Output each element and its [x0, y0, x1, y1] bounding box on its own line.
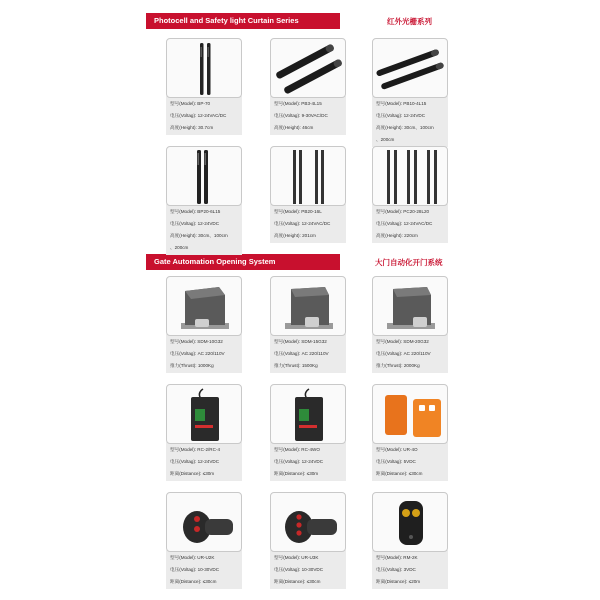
spec-line: 型号(Model): SDM-10G32	[170, 339, 223, 344]
spec-line: 型号(Model): UR-U2K	[170, 555, 215, 560]
receiver-box-icon	[166, 384, 242, 444]
spec-line: 电压(Voltag): 12-24VAC/DC	[274, 221, 331, 226]
product-card[interactable]	[372, 146, 448, 243]
spec-line: 电压(Voltag): AC 220/110V	[274, 351, 329, 356]
product-card[interactable]	[270, 146, 346, 243]
section-title: Photocell and Safety light Curtain Series	[146, 13, 340, 29]
spec-line: 距离(Distance): ≤20m	[376, 579, 421, 584]
product-card[interactable]	[372, 384, 448, 481]
photocell-pair-icon	[166, 146, 242, 206]
spec-line: 电压(Voltag): 5VDC	[376, 459, 416, 464]
car-charger-remote-icon	[166, 492, 242, 552]
spec-line: 高度(Height): 220cm	[376, 233, 418, 238]
spec-line: 电压(Voltag): AC 220/110V	[170, 351, 225, 356]
spec-line: 电压(Voltag): AC 220/110V	[376, 351, 431, 356]
product-card[interactable]	[166, 38, 242, 135]
product-card[interactable]	[372, 38, 448, 147]
car-charger-remote-icon	[270, 492, 346, 552]
spec-line: 电压(Voltag): 12-24VDC	[274, 459, 324, 464]
product-card[interactable]	[166, 146, 242, 255]
spec-line: 型号(Model): PB10-4L15	[376, 101, 427, 106]
photocell-pair-icon	[166, 38, 242, 98]
spec-line: 型号(Model): UR-4O	[376, 447, 418, 452]
product-card[interactable]	[270, 276, 346, 373]
spec-line: 电压(Voltag): 12-24VAC/DC	[170, 113, 227, 118]
spec-line: 距离(Distance): ≤30cm	[170, 579, 217, 584]
spec-line: 型号(Model): UR-U3K	[274, 555, 319, 560]
spec-line: 推力(Thrust): 1000Kg	[170, 363, 214, 368]
spec-line: 推力(Thrust): 1500Kg	[274, 363, 318, 368]
light-curtain-icon	[372, 38, 448, 98]
spec-line: 型号(Model): BP-70	[170, 101, 211, 106]
spec-line: 型号(Model): RM-2K	[376, 555, 418, 560]
spec-line: 型号(Model): RC-2/RC-4	[170, 447, 221, 452]
light-curtain-columns-icon	[270, 146, 346, 206]
spec-line: 电压(Voltag): 12-24VDC	[170, 221, 220, 226]
gate-motor-icon	[166, 276, 242, 336]
light-curtain-columns-icon	[372, 146, 448, 206]
spec-line: 电压(Voltag): 10-30VDC	[170, 567, 220, 572]
product-card[interactable]	[270, 38, 346, 135]
spec-line: 电压(Voltag): 3VDC	[376, 567, 416, 572]
section-title-cn: 红外光栅系列	[387, 17, 432, 26]
product-card[interactable]	[372, 492, 448, 589]
spec-line: 电压(Voltag): 9-30VAC/DC	[274, 113, 328, 118]
spec-line: 高度(Height): 30cm、100cm	[376, 125, 434, 130]
gate-motor-icon	[270, 276, 346, 336]
product-card[interactable]	[166, 492, 242, 589]
spec-line: 型号(Model): PB3-4L15	[274, 101, 322, 106]
spec-line: 高度(Height): 30cm、100cm	[170, 233, 228, 238]
spec-line: 型号(Model): SDM-15G32	[274, 339, 327, 344]
spec-line: 型号(Model): SDM-20G32	[376, 339, 429, 344]
key-fob-remote-icon	[372, 492, 448, 552]
spec-line: 、200cm	[376, 137, 395, 142]
spec-line: 电压(Voltag): 10-30VDC	[274, 567, 324, 572]
spec-line: 型号(Model): PC20-28L20	[376, 209, 430, 214]
light-curtain-icon	[270, 38, 346, 98]
gate-motor-icon	[372, 276, 448, 336]
product-card[interactable]	[166, 276, 242, 373]
spec-line: 电压(Voltag): 12-24VAC/DC	[376, 221, 433, 226]
product-card[interactable]	[372, 276, 448, 373]
spec-line: 型号(Model): RC-4WO	[274, 447, 320, 452]
spec-line: 推力(Thrust): 2000Kg	[376, 363, 420, 368]
spec-line: 距离(Distance): ≤30m	[170, 471, 215, 476]
section-title: Gate Automation Opening System	[146, 254, 340, 270]
spec-line: 高度(Height): 46cm	[274, 125, 314, 130]
receiver-box-icon	[270, 384, 346, 444]
spec-line: 高度(Height): 30.7cm	[170, 125, 214, 130]
spec-line: 电压(Voltag): 12-24VDC	[376, 113, 426, 118]
spec-line: 型号(Model): PB20-16L	[274, 209, 322, 214]
spec-line: 距离(Distance): ≤30cm	[274, 579, 321, 584]
spec-line: 距离(Distance): ≤30cm	[376, 471, 423, 476]
spec-line: 电压(Voltag): 12-24VDC	[170, 459, 220, 464]
section-title-cn: 大门自动化开门系统	[375, 258, 443, 267]
product-card[interactable]	[270, 492, 346, 589]
product-card[interactable]	[166, 384, 242, 481]
product-card[interactable]	[270, 384, 346, 481]
orange-receiver-icon	[372, 384, 448, 444]
spec-line: 型号(Model): BP20-6L15	[170, 209, 221, 214]
spec-line: 高度(Height): 201cm	[274, 233, 316, 238]
spec-line: 、200cm	[170, 245, 189, 250]
spec-line: 距离(Distance): ≤30m	[274, 471, 319, 476]
